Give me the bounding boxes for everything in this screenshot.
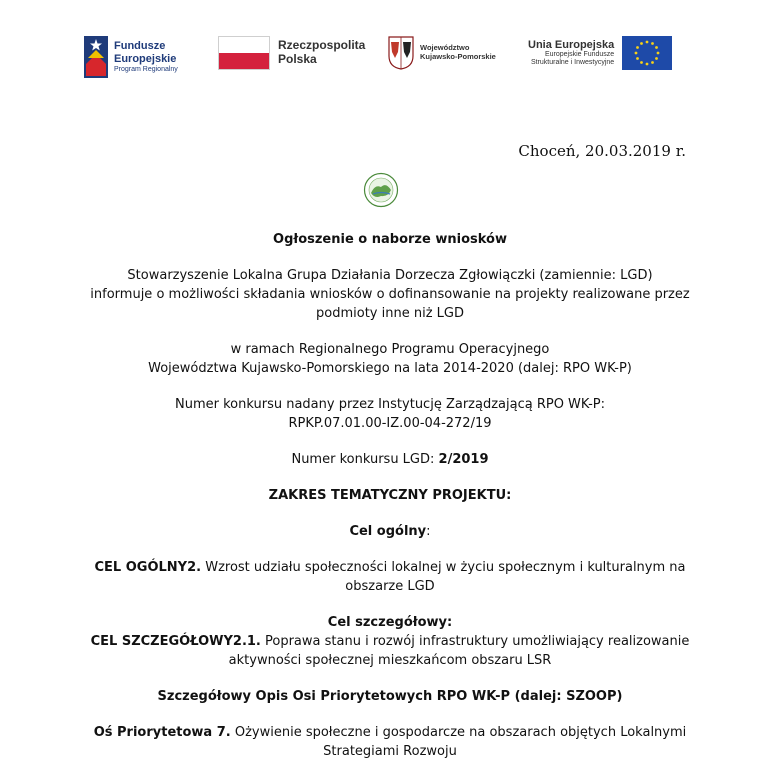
cel-ogolny-heading (40, 522, 740, 541)
cel-szczegolowy-heading: Cel szczegółowy: (327, 615, 453, 630)
pl-line2: Polska (278, 52, 317, 66)
coat-of-arms-icon (388, 36, 414, 70)
fe-line1: Fundusze (114, 40, 166, 53)
cel-szczegolowy-line-1 (40, 632, 740, 651)
cel-ogolny-2-text: Wzrost udziału społeczności lokalnej w życiu społecznym i kulturalnym na (201, 560, 686, 575)
cel-ogolny-heading-text: Cel ogólny (349, 524, 427, 539)
ue-line2: Europejskie Fundusze (544, 51, 615, 59)
ue-line1: Unia Europejska (528, 38, 615, 51)
fe-line3: Program Regionalny (114, 65, 178, 73)
lgd-number (40, 450, 740, 469)
fundusze-europejskie-logo (84, 36, 178, 78)
rzeczpospolita-polska-logo (218, 36, 365, 70)
kp-line2: Kujawsko-Pomorskie (420, 52, 496, 61)
lgd-number-label: Numer konkursu LGD: (291, 452, 439, 467)
contest-line-1: Numer konkursu nadany przez Instytucję Zarządzającą RPO WK-P: (175, 397, 605, 412)
program-line-1: w ramach Regionalnego Programu Operacyjnego (230, 342, 550, 357)
kujawsko-pomorskie-logo (388, 36, 496, 70)
os-label: Oś Priorytetowa 7. (93, 725, 231, 740)
announcement-body (40, 230, 740, 761)
polish-flag-icon (218, 36, 270, 70)
unia-europejska-logo (528, 36, 672, 70)
lgd-emblem-icon (363, 172, 399, 208)
pl-line1: Rzeczpospolita (278, 38, 366, 53)
cel-ogolny-2-label: CEL OGÓLNY2. (94, 560, 202, 575)
os-text: Ożywienie społeczne i gospodarcze na obszarach objętych Lokalnymi (230, 725, 687, 740)
os-line-1 (40, 723, 740, 742)
program-line-2: Województwa Kujawsko-Pomorskiego na lata 2014-2020 (dalej: RPO WK-P) (148, 361, 632, 376)
cel-ogolny-colon: : (426, 524, 431, 539)
zakres-heading: ZAKRES TEMATYCZNY PROJEKTU: (268, 488, 512, 503)
intro-line-2: informuje o możliwości składania wniosków o dofinansowanie na projekty realizowane przez (90, 287, 690, 302)
cel-ogolny-2-line-1 (40, 558, 740, 577)
cel-szczegolowy-line-2: aktywności społecznej mieszkańcom obszaru LSR (228, 653, 552, 668)
kp-line1: Województwo (420, 43, 470, 53)
fe-line2: Europejskie (114, 52, 177, 65)
fundusze-europejskie-icon (84, 36, 108, 78)
lgd-number-value: 2/2019 (438, 452, 489, 467)
logo-bar (0, 36, 780, 86)
intro-line-1: Stowarzyszenie Lokalna Grupa Działania Dorzecza Zgłowiączki (zamiennie: LGD) (127, 268, 653, 283)
cel-ogolny-2-line-2: obszarze LGD (345, 579, 435, 594)
ue-line3: Strukturalne i Inwestycyjne (530, 59, 615, 67)
contest-number: RPKP.07.01.00-IZ.00-04-272/19 (288, 416, 492, 431)
announcement-title: Ogłoszenie o naborze wniosków (273, 232, 507, 247)
eu-flag-icon (622, 36, 672, 70)
cel-szczegolowy-label: CEL SZCZEGÓŁOWY2.1. (90, 634, 261, 649)
os-line-2: Strategiami Rozwoju (323, 744, 457, 759)
szoop-heading: Szczegółowy Opis Osi Priorytetowych RPO WK-P (dalej: SZOOP) (157, 689, 623, 704)
document-date: Choceń, 20.03.2019 r. (518, 142, 686, 160)
cel-szczegolowy-text: Poprawa stanu i rozwój infrastruktury umożliwiający realizowanie (260, 634, 690, 649)
intro-line-3: podmioty inne niż LGD (316, 306, 464, 321)
